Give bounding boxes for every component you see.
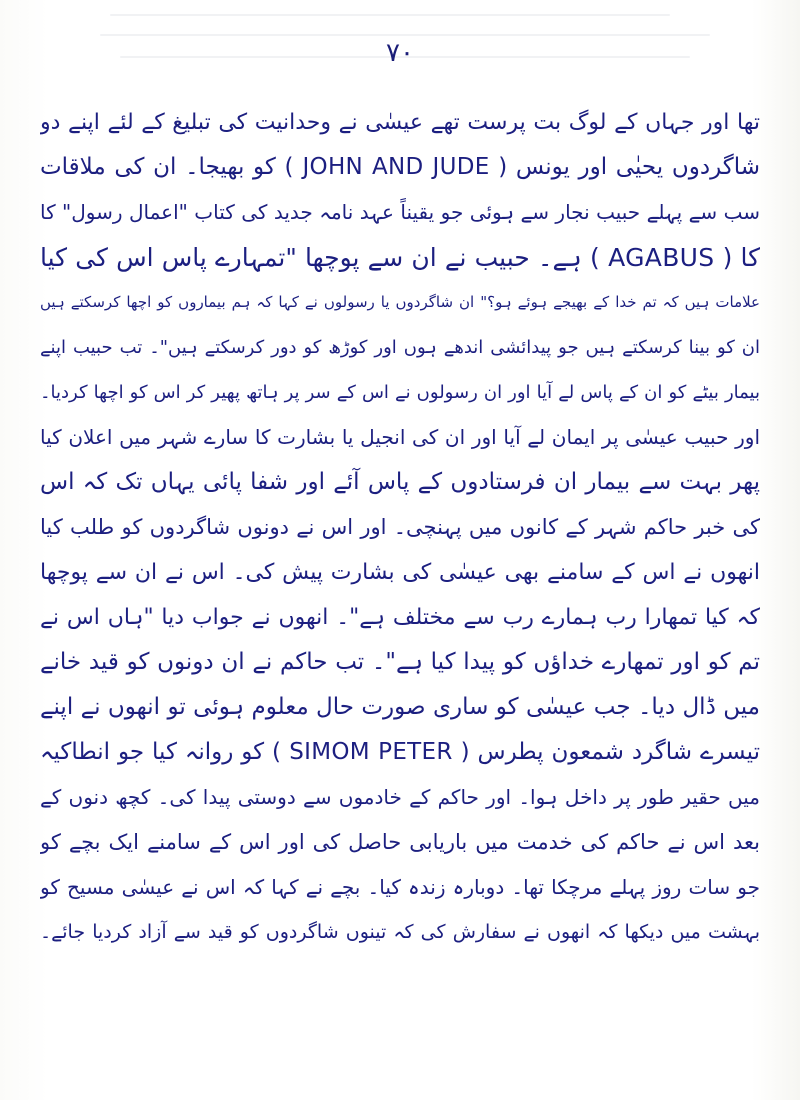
text-line: تیسرے شاگرد شمعون پطرس ( SIMOM PETER ) کو روانہ کیا جو انطاکیہ: [40, 739, 760, 765]
text-line: پھر بہت سے بیمار ان فرستادوں کے پاس آئے اور شفا پائی یہاں تک کہ اس: [40, 469, 760, 495]
text-line: شاگردوں یحیٰی اور یونس ( JOHN AND JUDE ) کو بھیجا۔ ان کی ملاقات: [40, 154, 760, 180]
text-line: علامات ہیں کہ تم خدا کے بھیجے ہوئے ہو؟" ان شاگردوں یا رسولوں نے کہا کہ ہم بیماروں کو اچھا کرسکتے ہیں: [40, 293, 760, 311]
text-line: کا ( AGABUS ) ہے۔ حبیب نے ان سے پوچھا "تمہارے پاس اس کی کیا: [40, 243, 760, 272]
text-line: تم کو اور تمھارے خداؤں کو پیدا کیا ہے"۔ تب حاکم نے ان دونوں کو قید خانے: [40, 649, 760, 675]
manuscript-text: [40, 100, 760, 955]
text-line: سب سے پہلے حبیب نجار سے ہوئی جو یقیناً عہد نامہ جدید کی کتاب "اعمال رسول" کا: [40, 200, 760, 224]
text-line: بعد اس نے حاکم کی خدمت میں باریابی حاصل کی اور اس کے سامنے ایک بچے کو: [40, 830, 760, 854]
text-line: انھوں نے اس کے سامنے بھی عیسٰی کی بشارت پیش کی۔ اس نے ان سے پوچھا: [40, 560, 760, 585]
text-line: ان کو بینا کرسکتے ہیں جو پیدائشی اندھے ہوں اور کوڑھ کو دور کرسکتے ہیں"۔ تب حبیب اپنے: [40, 337, 760, 358]
text-line: جو سات روز پہلے مرچکا تھا۔ دوبارہ زندہ کیا۔ بچے نے کہا کہ اس نے عیسٰی مسیح کو: [40, 875, 760, 899]
text-line: کہ کیا تمھارا رب ہمارے رب سے مختلف ہے"۔ انھوں نے جواب دیا "ہاں اس نے: [40, 605, 760, 630]
text-line: کی خبر حاکم شہر کے کانوں میں پہنچی۔ اور اس نے دونوں شاگردوں کو طلب کیا: [40, 515, 760, 539]
text-line: میں ڈال دیا۔ جب عیسٰی کو ساری صورت حال معلوم ہوئی تو انھوں نے اپنے: [40, 694, 760, 720]
text-line: تھا اور جہاں کے لوگ بت پرست تھے عیسٰی نے وحدانیت کی تبلیغ کے لئے اپنے دو: [40, 110, 760, 135]
page-number: ۷۰: [386, 38, 414, 68]
text-line: میں حقیر طور پر داخل ہوا۔ اور حاکم کے خادموں سے دوستی پیدا کی۔ کچھ دنوں کے: [40, 785, 760, 809]
text-line: بیمار بیٹے کو ان کے پاس لے آیا اور ان رسولوں نے اس کے سر پر ہاتھ پھیر کر اس کو اچھا کردیا۔: [40, 382, 760, 403]
text-line: اور حبیب عیسٰی پر ایمان لے آیا اور ان کی انجیل یا بشارت کا سارے شہر میں اعلان کیا: [40, 425, 760, 449]
text-line: بہشت میں دیکھا کہ انھوں نے سفارش کی کہ تینوں شاگردوں کو قید سے آزاد کردیا جائے۔: [40, 921, 760, 943]
